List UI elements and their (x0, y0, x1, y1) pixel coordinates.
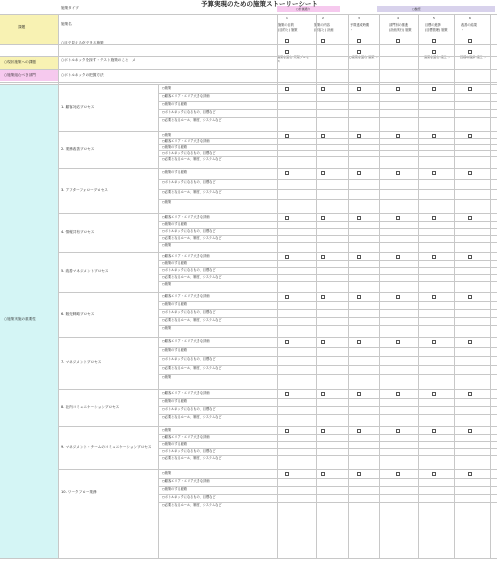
section-item: ○必要となるルール、制度、システムなど (162, 318, 222, 322)
col-label: 改善の結果 (461, 23, 477, 27)
grid-hline (58, 337, 497, 338)
header-checkbox[interactable] (468, 39, 472, 43)
section-checkbox[interactable] (357, 472, 361, 476)
section-checkbox[interactable] (432, 255, 436, 259)
section-checkbox[interactable] (396, 472, 400, 476)
section-name: 4. 情報共有プロセス (61, 230, 95, 234)
section-item: ○必要となるルール、制度、システムなど (162, 415, 222, 419)
section-name: 8. 社内コミュニケーションプロセス (61, 405, 120, 409)
grid-hline (158, 260, 497, 261)
col-sublabel: (計画実行) 施策 (389, 28, 412, 32)
grid-hline (158, 398, 497, 399)
col-label: 目標の進捗 (425, 23, 441, 27)
col-sublabel: ・ (461, 28, 465, 32)
section-item: ○必要となるルール、制度、システムなど (162, 275, 222, 279)
second-row-checkbox[interactable] (357, 50, 361, 54)
section-checkbox[interactable] (285, 87, 289, 91)
col-sublabel: (内容と) 計画 (314, 28, 334, 32)
section-checkbox[interactable] (396, 87, 400, 91)
section-item: ○顧客エリア・エリア大きな評価 (162, 479, 210, 483)
grid-hline (0, 56, 497, 57)
col-label: 部門別の推進 (389, 23, 409, 27)
section-checkbox[interactable] (432, 171, 436, 175)
grid-hline (158, 301, 497, 302)
section-checkbox[interactable] (285, 472, 289, 476)
section-checkbox[interactable] (357, 255, 361, 259)
section-item: ○施策のする経路 (162, 222, 188, 226)
name-label: 施策名 (61, 22, 72, 26)
col-label: 施策の内容 (314, 23, 330, 27)
group2-label: ○継続 (412, 7, 421, 11)
second-row-checkbox[interactable] (432, 50, 436, 54)
second-row-checkbox[interactable] (468, 50, 472, 54)
section-checkbox[interactable] (285, 216, 289, 220)
grid-hline (158, 347, 497, 348)
section-checkbox[interactable] (468, 295, 472, 299)
section-item: ○顧客エリア・エリア大きな評価 (162, 339, 210, 343)
section-checkbox[interactable] (468, 171, 472, 175)
grid-vline (454, 14, 455, 558)
grid-vline (490, 14, 491, 558)
section-name: 2. 業務改善プロセス (61, 147, 95, 151)
left-label-main: ○施策実施の重要性 (4, 317, 36, 321)
section-name: 7. マネジメントプロセス (61, 360, 102, 364)
section-checkbox[interactable] (321, 472, 325, 476)
section-item: ○施策 (162, 375, 172, 379)
section-checkbox[interactable] (432, 429, 436, 433)
section-item: ○施策 (162, 133, 172, 137)
section-item: ○ボトルネックになるもの、目標など (162, 310, 216, 314)
section-checkbox[interactable] (432, 340, 436, 344)
section-item: ○必要となるルール、制度、システムなど (162, 190, 222, 194)
section-item: ○顧客エリア・エリア大きな評価 (162, 294, 210, 298)
third-row-label: ○ボトルネックの把握方法 (61, 73, 104, 77)
section-checkbox[interactable] (357, 295, 361, 299)
section-checkbox[interactable] (396, 134, 400, 138)
page-title: 予算実現のための施策ストーリーシート (201, 0, 318, 8)
section-item: ○施策 (162, 326, 172, 330)
section-item: ○施策のする経路 (162, 302, 188, 306)
section-checkbox[interactable] (432, 392, 436, 396)
section-item: ○ボトルネックになるもの、目標など (162, 110, 216, 114)
section-item: ○施策のする経路 (162, 170, 188, 174)
section-checkbox[interactable] (285, 171, 289, 175)
section-item: ○ボトルネックになるもの、目標など (162, 151, 216, 155)
grid-hline (158, 374, 497, 375)
section-checkbox[interactable] (396, 171, 400, 175)
left-label-fill-top (0, 14, 58, 44)
section-item: ○施策 (162, 243, 172, 247)
section-checkbox[interactable] (396, 295, 400, 299)
section-item: ○ボトルネックになるもの、目標など (162, 268, 216, 272)
grid-hline (0, 558, 497, 559)
second-row-mark-text: 目標の進捗 施工 ノ (460, 55, 487, 59)
section-checkbox[interactable] (285, 340, 289, 344)
section-checkbox[interactable] (396, 429, 400, 433)
header-checkbox[interactable] (285, 39, 289, 43)
section-item: ○必要となるルール、制度、システムなど (162, 456, 222, 460)
section-item: ○施策 (162, 282, 172, 286)
section-item: ○ボトルネックになるもの、目標など (162, 180, 216, 184)
section-name: 9. マネジメント・チームのコミュニケーションプロセス (61, 445, 152, 449)
section-checkbox[interactable] (285, 134, 289, 138)
section-checkbox[interactable] (285, 295, 289, 299)
header-checkbox[interactable] (357, 39, 361, 43)
grid-vline (348, 14, 349, 558)
section-name: 6. 販売戦略プロセス (61, 312, 95, 316)
grid-hline (58, 131, 497, 132)
second-row-label: ○ボトルネックを探す・テスト施策のこと メ (61, 58, 136, 62)
section-checkbox[interactable] (396, 392, 400, 396)
checks-row-label: ○目で見える化できる施策 (61, 41, 104, 45)
second-row-mark-text: 施策を組む 施工 ノ (424, 55, 451, 59)
section-checkbox[interactable] (321, 255, 325, 259)
section-checkbox[interactable] (396, 216, 400, 220)
grid-hline (58, 168, 497, 169)
section-item: ○施策のする経路 (162, 145, 188, 149)
grid-hline (158, 144, 497, 145)
col-label: 予算達成時期 (350, 23, 370, 27)
col-sublabel: (目標管理) 施策 (425, 28, 448, 32)
section-checkbox[interactable] (432, 87, 436, 91)
col-label: 施策の目的 (278, 23, 294, 27)
section-item: ○顧客エリア・エリア大きな評価 (162, 391, 210, 395)
type-label: 施策タイプ (61, 6, 79, 10)
section-checkbox[interactable] (321, 87, 325, 91)
grid-hline (58, 213, 497, 214)
second-row-mark-text: 施策を組む 実現プロセス (277, 55, 309, 63)
section-checkbox[interactable] (357, 216, 361, 220)
section-item: ○施策のする経路 (162, 348, 188, 352)
left-label-lower: ○施策組むべき部門 (4, 73, 36, 77)
section-checkbox[interactable] (432, 472, 436, 476)
second-row-checkbox[interactable] (285, 50, 289, 54)
grid-vline (277, 14, 278, 558)
section-checkbox[interactable] (321, 134, 325, 138)
grid-vline (316, 14, 317, 558)
section-checkbox[interactable] (357, 87, 361, 91)
col-number: 5 (433, 16, 435, 20)
grid-hline (58, 292, 497, 293)
grid-hline (158, 325, 497, 326)
group1-label: ○計画通り (296, 7, 311, 11)
col-number: 1 (286, 16, 288, 20)
header-checkbox[interactable] (321, 39, 325, 43)
section-item: ○施策 (162, 86, 172, 90)
grid-hline (58, 469, 497, 470)
grid-hline (158, 486, 497, 487)
header-checkbox[interactable] (432, 39, 436, 43)
col-number: 2 (322, 16, 324, 20)
section-checkbox[interactable] (285, 392, 289, 396)
col-sublabel: (目的と) 施策 (278, 28, 298, 32)
col-number: 4 (397, 16, 399, 20)
grid-hline (158, 221, 497, 222)
section-checkbox[interactable] (357, 171, 361, 175)
col-sublabel: ・ (350, 28, 354, 32)
section-item: ○ボトルネックになるもの、目標など (162, 449, 216, 453)
section-item: ○顧客エリア・エリア大きな評価 (162, 139, 210, 143)
section-item: ○ボトルネックになるもの、目標など (162, 495, 216, 499)
section-item: ○施策のする経路 (162, 442, 188, 446)
section-name: 5. 改善マネジメントプロセス (61, 269, 109, 273)
col-number: 6 (469, 16, 471, 20)
grid-hline (0, 84, 497, 85)
section-item: ○必要となるルール、制度、システムなど (162, 157, 222, 161)
left-label-top: 課題 (18, 25, 26, 29)
section-checkbox[interactable] (468, 255, 472, 259)
section-checkbox[interactable] (468, 472, 472, 476)
section-checkbox[interactable] (321, 295, 325, 299)
section-checkbox[interactable] (357, 340, 361, 344)
section-item: ○ボトルネックになるもの、目標など (162, 229, 216, 233)
grid-hline (158, 441, 497, 442)
left-label-mid: ○現状施策への課題 (4, 60, 36, 64)
section-checkbox[interactable] (357, 134, 361, 138)
section-checkbox[interactable] (321, 216, 325, 220)
section-checkbox[interactable] (432, 134, 436, 138)
section-item: ○施策 (162, 200, 172, 204)
section-item: ○施策のする経路 (162, 102, 188, 106)
header-checkbox[interactable] (396, 39, 400, 43)
section-checkbox[interactable] (468, 340, 472, 344)
grid-hline (0, 14, 497, 15)
section-name: 3. アフターフォロープロセス (61, 188, 108, 192)
section-item: ○必要となるルール、制度、システムなど (162, 503, 222, 507)
grid-hline (158, 101, 497, 102)
section-checkbox[interactable] (468, 87, 472, 91)
section-item: ○施策のする経路 (162, 399, 188, 403)
section-item: ○顧客エリア・エリア大きな評価 (162, 254, 210, 258)
section-item: ○ボトルネックになるもの、目標など (162, 357, 216, 361)
section-item: ○顧客エリア・エリア大きな評価 (162, 94, 210, 98)
section-checkbox[interactable] (396, 340, 400, 344)
second-row-mark-text: ○施策を組む 施策 ノ (349, 55, 379, 59)
section-item: ○顧客エリア・エリア大きな評価 (162, 215, 210, 219)
section-item: ○施策 (162, 428, 172, 432)
section-item: ○施策のする経路 (162, 261, 188, 265)
grid-hline (58, 426, 497, 427)
grid-hline (0, 82, 497, 83)
section-name: 10. ワークフロー業務 (61, 490, 97, 494)
section-item: ○必要となるルール、制度、システムなど (162, 366, 222, 370)
col-number: 3 (358, 16, 360, 20)
section-item: ○施策 (162, 471, 172, 475)
section-checkbox[interactable] (321, 340, 325, 344)
section-checkbox[interactable] (468, 134, 472, 138)
section-item: ○顧客エリア・エリア大きな評価 (162, 435, 210, 439)
grid-hline (0, 69, 497, 70)
section-name: 1. 顧客対応プロセス (61, 105, 95, 109)
grid-hline (158, 242, 497, 243)
section-checkbox[interactable] (357, 429, 361, 433)
section-checkbox[interactable] (321, 392, 325, 396)
section-checkbox[interactable] (285, 255, 289, 259)
section-checkbox[interactable] (321, 429, 325, 433)
group2-header-fill (377, 6, 495, 12)
grid-hline (58, 389, 497, 390)
grid-vline (58, 14, 59, 558)
section-checkbox[interactable] (432, 295, 436, 299)
grid-vline (379, 14, 380, 558)
section-item: ○ボトルネックになるもの、目標など (162, 407, 216, 411)
section-item: ○必要となるルール、制度、システムなど (162, 236, 222, 240)
section-checkbox[interactable] (432, 216, 436, 220)
grid-hline (58, 252, 497, 253)
section-item: ○必要となるルール、制度、システムなど (162, 118, 222, 122)
section-checkbox[interactable] (468, 216, 472, 220)
section-checkbox[interactable] (468, 392, 472, 396)
grid-hline (158, 281, 497, 282)
section-checkbox[interactable] (396, 255, 400, 259)
section-checkbox[interactable] (468, 429, 472, 433)
section-checkbox[interactable] (285, 429, 289, 433)
grid-hline (158, 199, 497, 200)
section-checkbox[interactable] (321, 171, 325, 175)
section-item: ○施策のする経路 (162, 487, 188, 491)
grid-vline (418, 14, 419, 558)
section-checkbox[interactable] (357, 392, 361, 396)
